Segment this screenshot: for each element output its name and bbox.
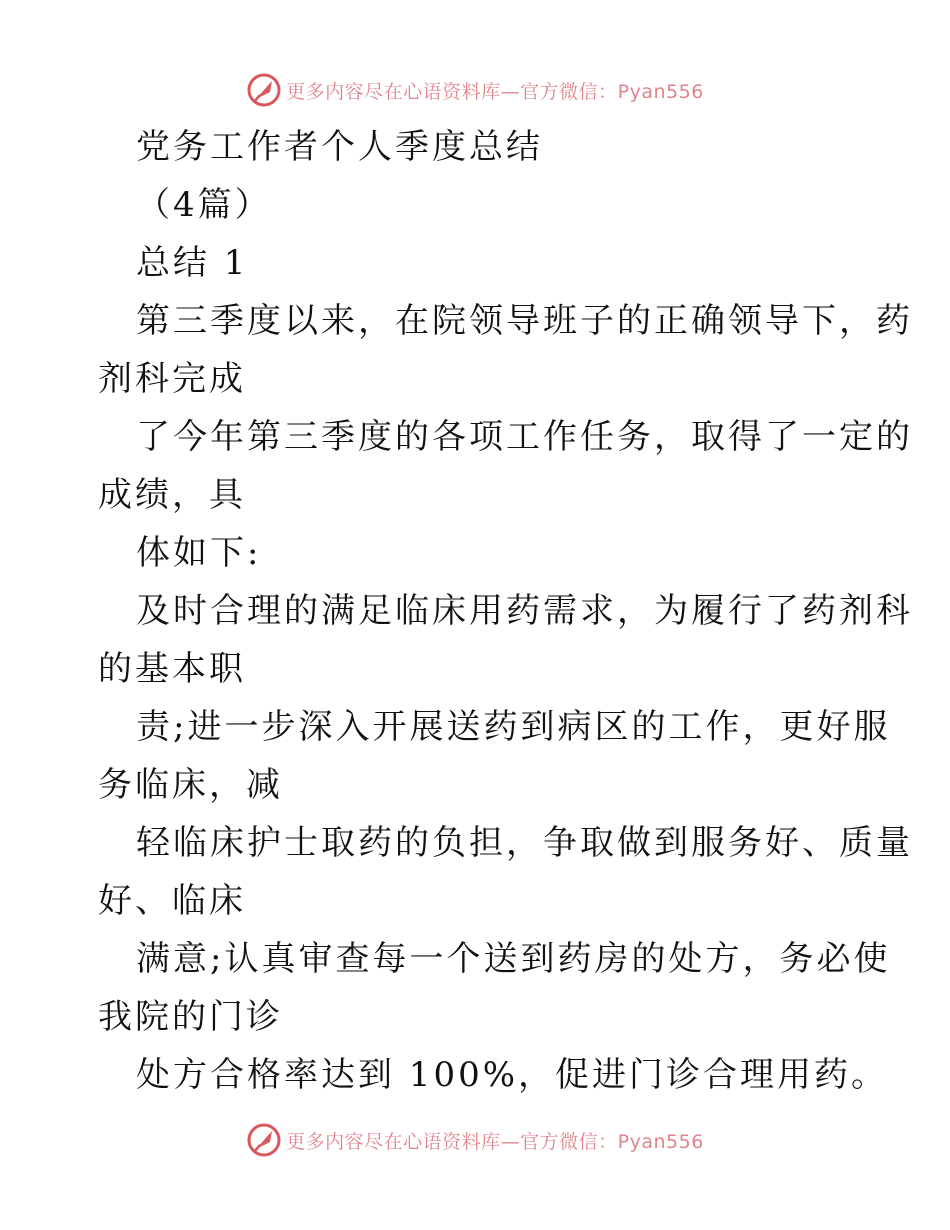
text-line: 责;进一步深入开展送药到病区的工作，更好服 [136,707,891,747]
watermark-text: 更多内容尽在心语资料库—官方微信：Pyan556 [286,80,704,103]
text-line: 好、临床 [98,881,246,921]
text-line: 处方合格率达到 100%，促进门诊合理用药。 [136,1055,889,1095]
feather-pen-circle-icon [246,1122,282,1158]
text-line: 成绩，具 [98,475,246,515]
text-line: 体如下: [136,533,262,573]
text-line: 的基本职 [98,649,246,689]
text-line: 第三季度以来，在院领导班子的正确领导下，药 [136,301,913,341]
text-line: 轻临床护士取药的负担，争取做到服务好、质量 [136,823,913,863]
document-subtitle: （4篇） [136,185,272,225]
text-line: 务临床，减 [98,765,283,805]
paragraph-lines [98,292,913,1104]
text-line: 了今年第三季度的各项工作任务，取得了一定的 [136,417,913,457]
text-line: 我院的门诊 [98,997,283,1037]
text-line: 剂科完成 [98,359,246,399]
watermark-text: 更多内容尽在心语资料库—官方微信：Pyan556 [286,1130,704,1153]
text-line: 满意;认真审查每一个送到药房的处方，务必使 [136,939,891,979]
text-line: 及时合理的满足临床用药需求，为履行了药剂科 [136,591,913,631]
watermark-header [0,68,950,112]
watermark-footer [0,1118,950,1162]
document-title: 党务工作者个人季度总结 [136,127,543,167]
section-heading: 总结 1 [136,243,249,283]
feather-pen-circle-icon [246,72,282,108]
document-body [98,118,913,1104]
